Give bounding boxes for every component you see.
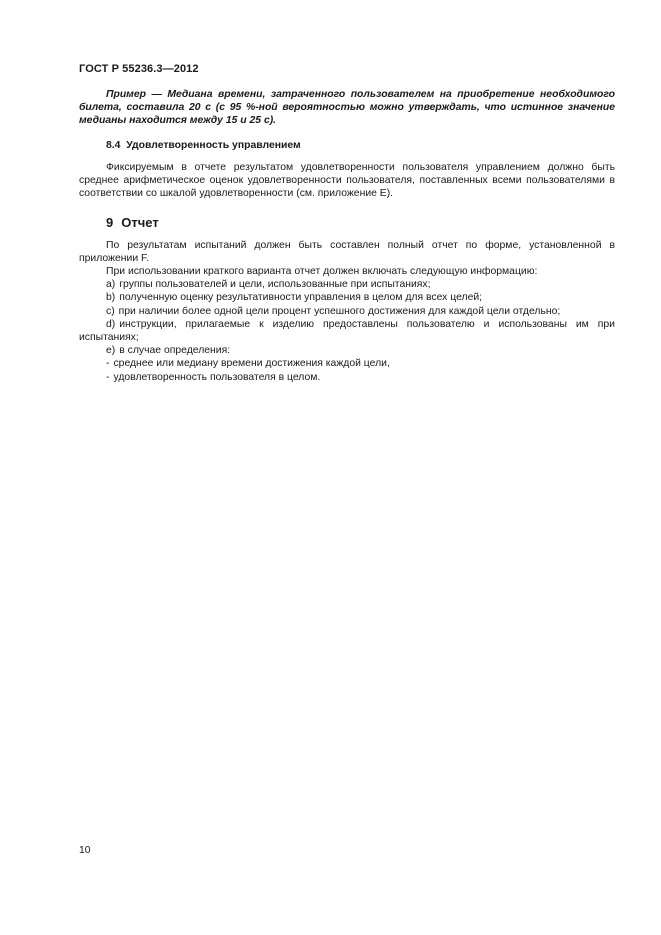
list-item-text: инструкции, прилагаемые к изделию предоставлены пользователю и использованы им при испытаниях; [79, 318, 615, 344]
section-9-heading [79, 216, 615, 229]
example-note: Пример — Медиана времени, затраченного пользователем на приобретение необходимого билета, составила 20 с (с 95 %-ной вероятностью можно утверждать, что истинное значение медианы находится между 15 и 25 с). [79, 89, 615, 127]
section-9-title: Отчет [121, 215, 159, 231]
sub-list-item-marker: - [106, 358, 110, 370]
section-9-number: 9 [106, 215, 114, 231]
list-item-text: в случае определения: [119, 345, 231, 357]
list-item-c [79, 305, 615, 318]
page-content [79, 88, 615, 384]
list-item-d [79, 318, 615, 344]
sub-list-item-text: среднее или медиану времени достижения каждой цели, [113, 358, 390, 370]
list-item-marker: b) [106, 292, 116, 304]
section-8-4-number: 8.4 [106, 139, 121, 151]
sub-list-item-1 [79, 357, 615, 370]
list-item-text: группы пользователей и цели, использованные при испытаниях; [119, 279, 431, 291]
list-item-e [79, 344, 615, 357]
list-item-text: при наличии более одной цели процент успешного достижения для каждой цели отдельно; [118, 305, 561, 317]
list-item-marker: d) [106, 318, 116, 330]
section-8-4-heading [79, 139, 615, 152]
list-item-marker: c) [106, 305, 115, 317]
document-code-header: ГОСТ Р 55236.3—2012 [79, 63, 199, 75]
list-item-marker: a) [106, 279, 116, 291]
list-item-marker: e) [106, 345, 116, 357]
section-9-paragraph-1: По результатам испытаний должен быть составлен полный отчет по форме, установленной в приложении F. [79, 239, 615, 264]
list-item-a [79, 278, 615, 291]
list-item-b [79, 291, 615, 304]
section-8-4-paragraph: Фиксируемым в отчете результатом удовлетворенности пользователя управлением должно быть среднее арифметическое оценок удовлетворенности пользователя, поставленных всеми пользователями в соответствии со шкалой удовлетворенности (см. приложение Е). [79, 161, 615, 200]
sub-list-item-marker: - [106, 371, 110, 383]
sub-list-item-2 [79, 371, 615, 384]
list-item-text: полученную оценку результативности управления в целом для всех целей; [119, 292, 483, 304]
sub-list-item-text: удовлетворенность пользователя в целом. [113, 371, 321, 383]
section-9-paragraph-2: При использовании краткого варианта отчет должен включать следующую информацию: [106, 266, 538, 278]
page-number: 10 [79, 845, 91, 856]
section-8-4-title: Удовлетворенность управлением [126, 139, 301, 151]
